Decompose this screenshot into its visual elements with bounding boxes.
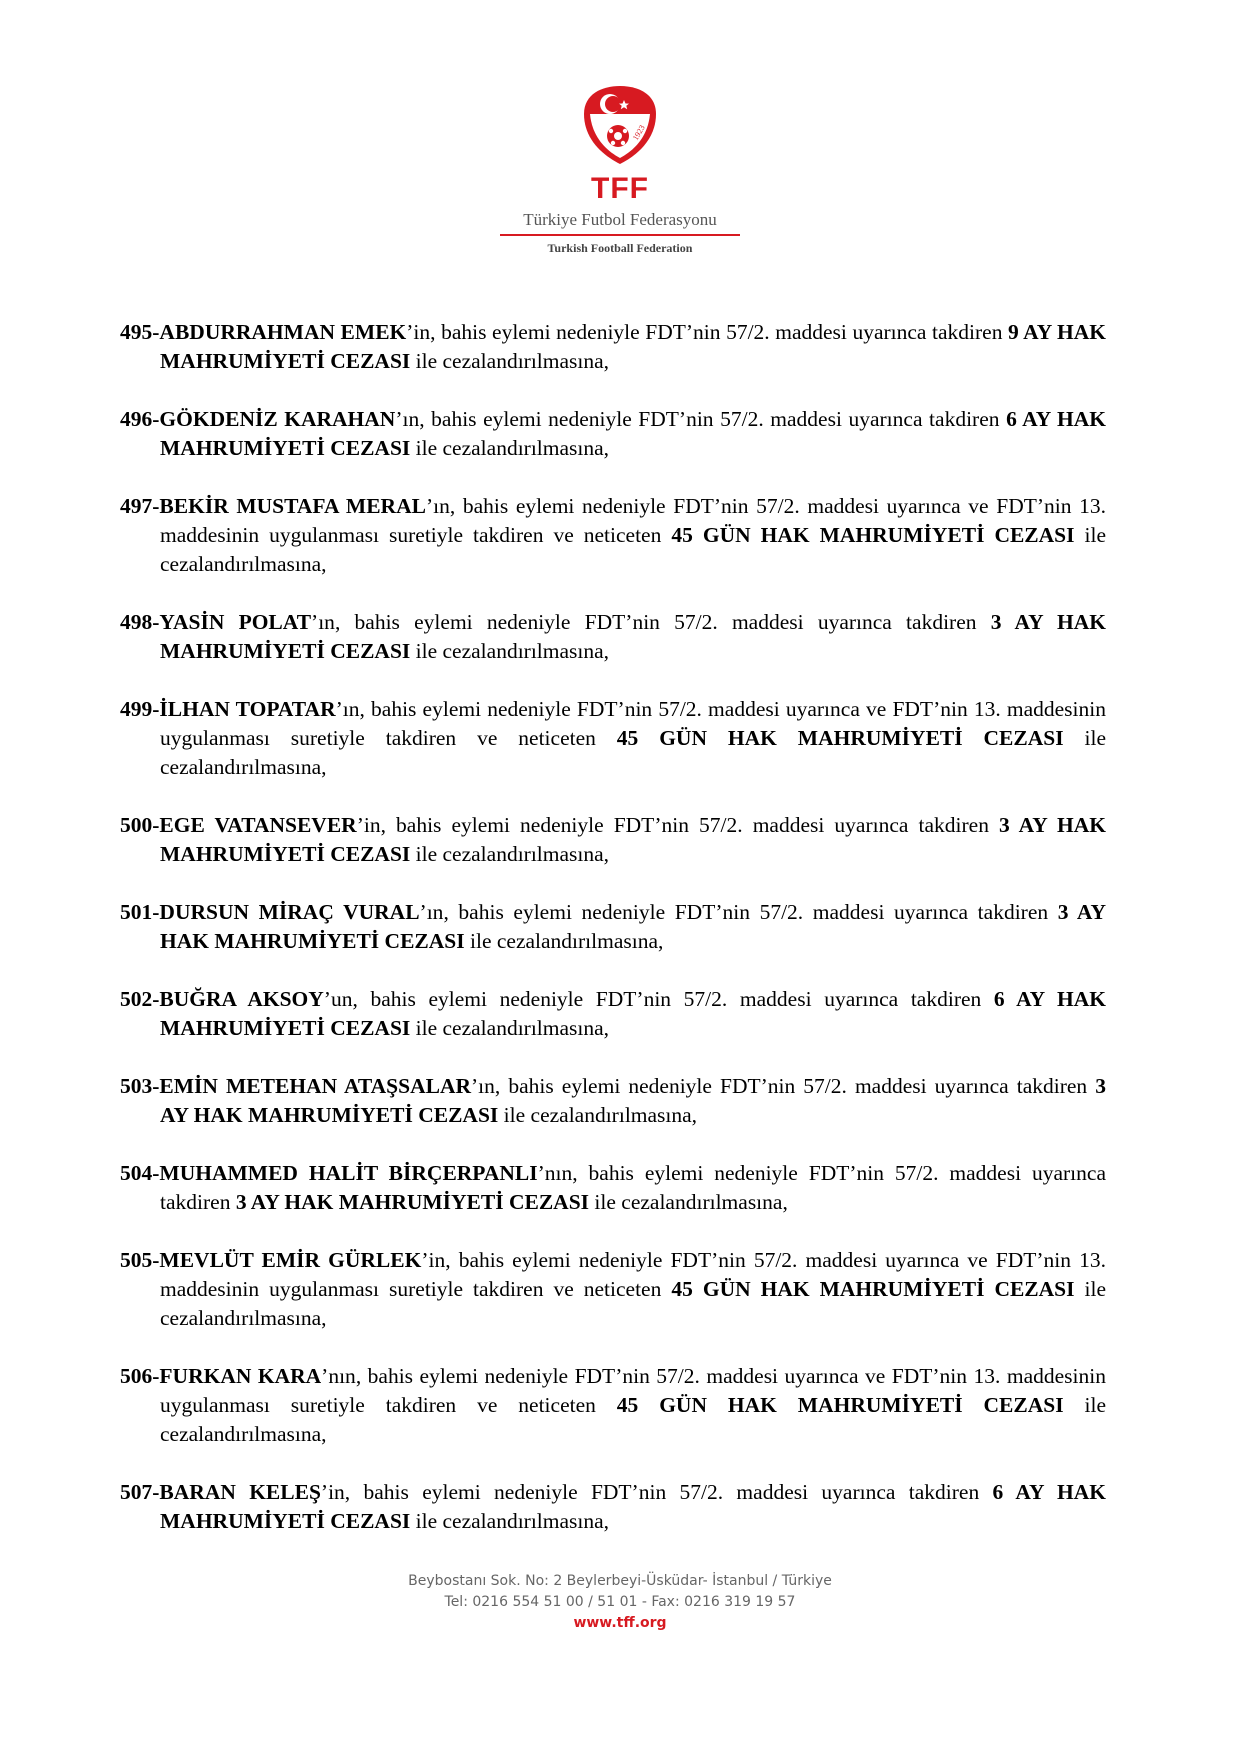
entry-number: 507- <box>120 1479 160 1504</box>
entry-penalty: 3 AY HAK MAHRUMİYETİ CEZASI <box>160 812 1106 866</box>
entry-person-name: MUHAMMED HALİT BİRÇERPANLI <box>159 1160 538 1185</box>
entry-person-name: BARAN KELEŞ <box>159 1479 321 1504</box>
entry-penalty: 45 GÜN HAK MAHRUMİYETİ CEZASI <box>671 522 1075 547</box>
entry-person-name: MEVLÜT EMİR GÜRLEK <box>159 1247 422 1272</box>
entry-ending: ile cezalandırılmasına, <box>589 1189 788 1214</box>
entry-penalty: 9 AY HAK MAHRUMİYETİ CEZASI <box>160 319 1106 373</box>
crest-year: 1923 <box>630 123 647 142</box>
decision-list <box>120 296 1106 1565</box>
entry-number: 495- <box>120 319 160 344</box>
entry-text: , bahis eylemi nedeniyle FDT’nin 57/2. maddesi uyarınca takdiren <box>344 1479 993 1504</box>
entry-person-name: ABDURRAHMAN EMEK <box>159 319 407 344</box>
entry-ending: ile cezalandırılmasına, <box>410 841 610 866</box>
entry-suffix: ’in <box>356 812 381 837</box>
crescent-inner <box>605 96 621 112</box>
entry-suffix: ’ın <box>419 899 444 924</box>
football-patch <box>609 129 613 133</box>
entry-penalty: 45 GÜN HAK MAHRUMİYETİ CEZASI <box>616 725 1064 750</box>
brand-divider <box>500 234 740 236</box>
entry-number: 504- <box>120 1160 160 1185</box>
entry-text: , bahis eylemi nedeniyle FDT’nin 57/2. maddesi uyarınca takdiren <box>430 319 1009 344</box>
entry-text: , bahis eylemi nedeniyle FDT’nin 57/2. maddesi uyarınca ve FDT’nin 13. maddesinin uygulanması suretiyle takdiren ve neticeten <box>160 696 1106 750</box>
entry-person-name: İLHAN TOPATAR <box>159 696 336 721</box>
entry-person-name: BEKİR MUSTAFA MERAL <box>159 493 426 518</box>
entry-number: 503- <box>120 1073 160 1098</box>
entry-person-name: EMİN METEHAN ATAŞSALAR <box>159 1073 472 1098</box>
entry-ending: ile cezalandırılmasına, <box>464 928 664 953</box>
decision-entry <box>120 492 1106 579</box>
brand-abbreviation: TFF <box>591 172 649 205</box>
entry-person-name: FURKAN KARA <box>159 1363 322 1388</box>
entry-suffix: ’ın <box>311 609 335 634</box>
entry-suffix: ’nın <box>321 1363 356 1388</box>
entry-text: , bahis eylemi nedeniyle FDT’nin 57/2. maddesi uyarınca takdiren <box>334 609 991 634</box>
entry-text: , bahis eylemi nedeniyle FDT’nin 57/2. maddesi uyarınca takdiren <box>419 406 1007 431</box>
entry-text: , bahis eylemi nedeniyle FDT’nin 57/2. maddesi uyarınca takdiren <box>380 812 1000 837</box>
decision-entry <box>120 608 1106 666</box>
entry-person-name: BUĞRA AKSOY <box>159 986 324 1011</box>
decision-entry <box>120 1072 1106 1130</box>
entry-penalty: 3 AY HAK MAHRUMİYETİ CEZASI <box>160 1073 1106 1127</box>
entry-penalty: 45 GÜN HAK MAHRUMİYETİ CEZASI <box>671 1276 1075 1301</box>
entry-suffix: ’ın <box>395 406 420 431</box>
entry-penalty: 45 GÜN HAK MAHRUMİYETİ CEZASI <box>616 1392 1064 1417</box>
entry-ending: ile cezalandırılmasına, <box>160 1392 1106 1446</box>
entry-ending: ile cezalandırılmasına, <box>160 725 1106 779</box>
entry-number: 496- <box>120 406 160 431</box>
decision-entry <box>120 985 1106 1043</box>
entry-penalty: 6 AY HAK MAHRUMİYETİ CEZASI <box>160 406 1106 460</box>
entry-number: 499- <box>120 696 160 721</box>
football-patch <box>614 132 622 140</box>
decision-entry <box>120 1246 1106 1333</box>
entry-ending: ile cezalandırılmasına, <box>410 435 610 460</box>
entry-text: , bahis eylemi nedeniyle FDT’nin 57/2. maddesi uyarınca ve FDT’nin 13. maddesinin uygulanması suretiyle takdiren ve neticeten <box>160 1363 1106 1417</box>
entry-ending: ile cezalandırılmasına, <box>160 1276 1106 1330</box>
entry-suffix: ’un <box>323 986 353 1011</box>
decision-entry <box>120 1362 1106 1449</box>
entry-number: 500- <box>120 812 160 837</box>
entry-suffix: ’nın <box>537 1160 573 1185</box>
football-patch <box>611 141 615 145</box>
entry-suffix: ’ın <box>471 1073 495 1098</box>
entry-person-name: DURSUN MİRAÇ VURAL <box>159 899 420 924</box>
brand-name: Türkiye Futbol Federasyonu <box>523 210 717 229</box>
entry-text: , bahis eylemi nedeniyle FDT’nin 57/2. maddesi uyarınca takdiren <box>443 899 1058 924</box>
football-patch <box>623 129 627 133</box>
entry-ending: ile cezalandırılmasına, <box>410 1508 610 1533</box>
entry-text: , bahis eylemi nedeniyle FDT’nin 57/2. maddesi uyarınca ve FDT’nin 13. maddesinin uygulanması suretiyle takdiren ve neticeten <box>160 1247 1107 1301</box>
decision-entry <box>120 811 1106 869</box>
entry-penalty: 6 AY HAK MAHRUMİYETİ CEZASI <box>160 986 1106 1040</box>
entry-ending: ile cezalandırılmasına, <box>410 1015 610 1040</box>
entry-suffix: ’in <box>421 1247 446 1272</box>
entry-penalty: 3 AY HAK MAHRUMİYETİ CEZASI <box>160 899 1107 953</box>
tff-crest-logo <box>580 84 660 166</box>
footer-website-link[interactable]: www.tff.org <box>573 1615 667 1631</box>
football-patch <box>621 141 625 145</box>
entry-penalty: 6 AY HAK MAHRUMİYETİ CEZASI <box>160 1479 1107 1533</box>
decision-entry <box>120 695 1106 782</box>
entry-text: , bahis eylemi nedeniyle FDT’nin 57/2. maddesi uyarınca takdiren <box>352 986 994 1011</box>
entry-number: 498- <box>120 609 160 634</box>
entry-ending: ile cezalandırılmasına, <box>410 348 610 373</box>
entry-person-name: YASİN POLAT <box>159 609 312 634</box>
footer-contact: Tel: 0216 554 51 00 / 51 01 - Fax: 0216 319 19 57 <box>444 1594 796 1610</box>
entry-text: , bahis eylemi nedeniyle FDT’nin 57/2. maddesi uyarınca takdiren <box>494 1073 1096 1098</box>
entry-penalty: 3 AY HAK MAHRUMİYETİ CEZASI <box>235 1189 590 1214</box>
decision-entry <box>120 318 1106 376</box>
entry-ending: ile cezalandırılmasına, <box>160 522 1106 576</box>
entry-text: , bahis eylemi nedeniyle FDT’nin 57/2. maddesi uyarınca ve FDT’nin 13. maddesinin uygulanması suretiyle takdiren ve neticeten <box>160 493 1107 547</box>
footer-address: Beybostanı Sok. No: 2 Beylerbeyi-Üsküdar- İstanbul / Türkiye <box>408 1573 832 1589</box>
brand-subtitle: Turkish Football Federation <box>547 241 693 255</box>
entry-suffix: ’in <box>406 319 431 344</box>
decision-entry <box>120 898 1106 956</box>
entry-suffix: ’ın <box>425 493 450 518</box>
entry-number: 502- <box>120 986 160 1011</box>
entry-number: 505- <box>120 1247 160 1272</box>
entry-suffix: ’ın <box>335 696 360 721</box>
entry-suffix: ’in <box>320 1479 345 1504</box>
entry-ending: ile cezalandırılmasına, <box>410 638 610 663</box>
decision-entry <box>120 1478 1106 1536</box>
decision-entry <box>120 1159 1106 1217</box>
page-footer <box>0 1571 1240 1634</box>
decision-entry <box>120 405 1106 463</box>
entry-person-name: EGE VATANSEVER <box>159 812 357 837</box>
entry-number: 501- <box>120 899 160 924</box>
entry-number: 497- <box>120 493 160 518</box>
entry-person-name: GÖKDENİZ KARAHAN <box>159 406 396 431</box>
entry-ending: ile cezalandırılmasına, <box>498 1102 698 1127</box>
entry-text: , bahis eylemi nedeniyle FDT’nin 57/2. maddesi uyarınca takdiren <box>160 1160 1106 1214</box>
entry-number: 506- <box>120 1363 160 1388</box>
entry-penalty: 3 AY HAK MAHRUMİYETİ CEZASI <box>160 609 1106 663</box>
letterhead <box>0 84 1240 255</box>
